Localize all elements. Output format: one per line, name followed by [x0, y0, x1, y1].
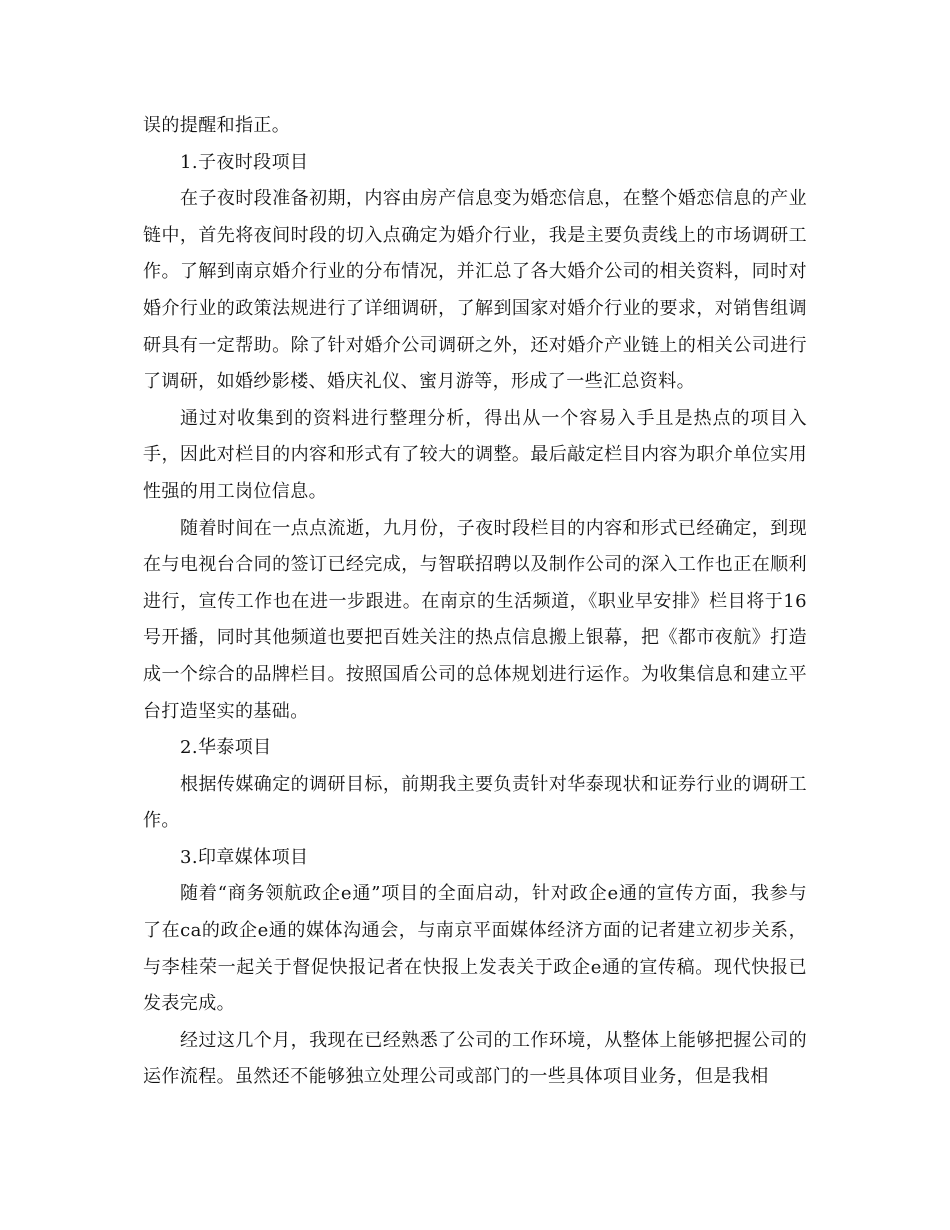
document-body — [143, 108, 807, 1096]
paragraph: 在子夜时段准备初期，内容由房产信息变为婚恋信息，在整个婚恋信息的产业链中，首先将夜间时段的切入点确定为婚介行业，我是主要负责线上的市场调研工作。了解到南京婚介行业的分布情况，并汇总了各大婚介公司的相关资料，同时对婚介行业的政策法规进行了详细调研，了解到国家对婚介行业的要求，对销售组调研具有一定帮助。除了针对婚介公司调研之外，还对婚介产业链上的相关公司进行了调研，如婚纱影楼、婚庆礼仪、蜜月游等，形成了一些汇总资料。 — [143, 188, 807, 393]
paragraph: 通过对收集到的资料进行整理分析，得出从一个容易入手且是热点的项目入手，因此对栏目的内容和形式有了较大的调整。最后敲定栏目内容为职介单位实用性强的用工岗位信息。 — [143, 407, 807, 502]
section-heading-huatai-project: 2.华泰项目 — [180, 737, 272, 759]
paragraph: 经过这几个月，我现在已经熟悉了公司的工作环境，从整体上能够把握公司的运作流程。虽然还不能够独立处理公司或部门的一些具体项目业务，但是我相 — [143, 1029, 807, 1088]
paragraph: 根据传媒确定的调研目标，前期我主要负责针对华泰现状和证券行业的调研工作。 — [143, 773, 807, 832]
section-heading-seal-media-project: 3.印章媒体项目 — [180, 846, 309, 868]
section-heading-midnight-project: 1.子夜时段项目 — [180, 151, 309, 173]
paragraph-continuation: 误的提醒和指正。 — [143, 115, 291, 136]
paragraph: 随着时间在一点点流逝，九月份，子夜时段栏目的内容和形式已经确定，到现在与电视台合同的签订已经完成，与智联招聘以及制作公司的深入工作也正在顺利进行，宣传工作也在进一步跟进。在南京的生活频道，《职业早安排》栏目将于16号开播，同时其他频道也要把百姓关注的热点信息搬上银幕，把《都市夜航》打造成一个综合的品牌栏目。按照国盾公司的总体规划进行运作。为收集信息和建立平台打造坚实的基础。 — [143, 517, 807, 722]
paragraph: 随着“商务领航政企e通”项目的全面启动，针对政企e通的宣传方面，我参与了在ca的政企e通的媒体沟通会，与南京平面媒体经济方面的记者建立初步关系，与李桂荣一起关于督促快报记者在快报上发表关于政企e通的宣传稿。现代快报已发表完成。 — [143, 883, 807, 1015]
